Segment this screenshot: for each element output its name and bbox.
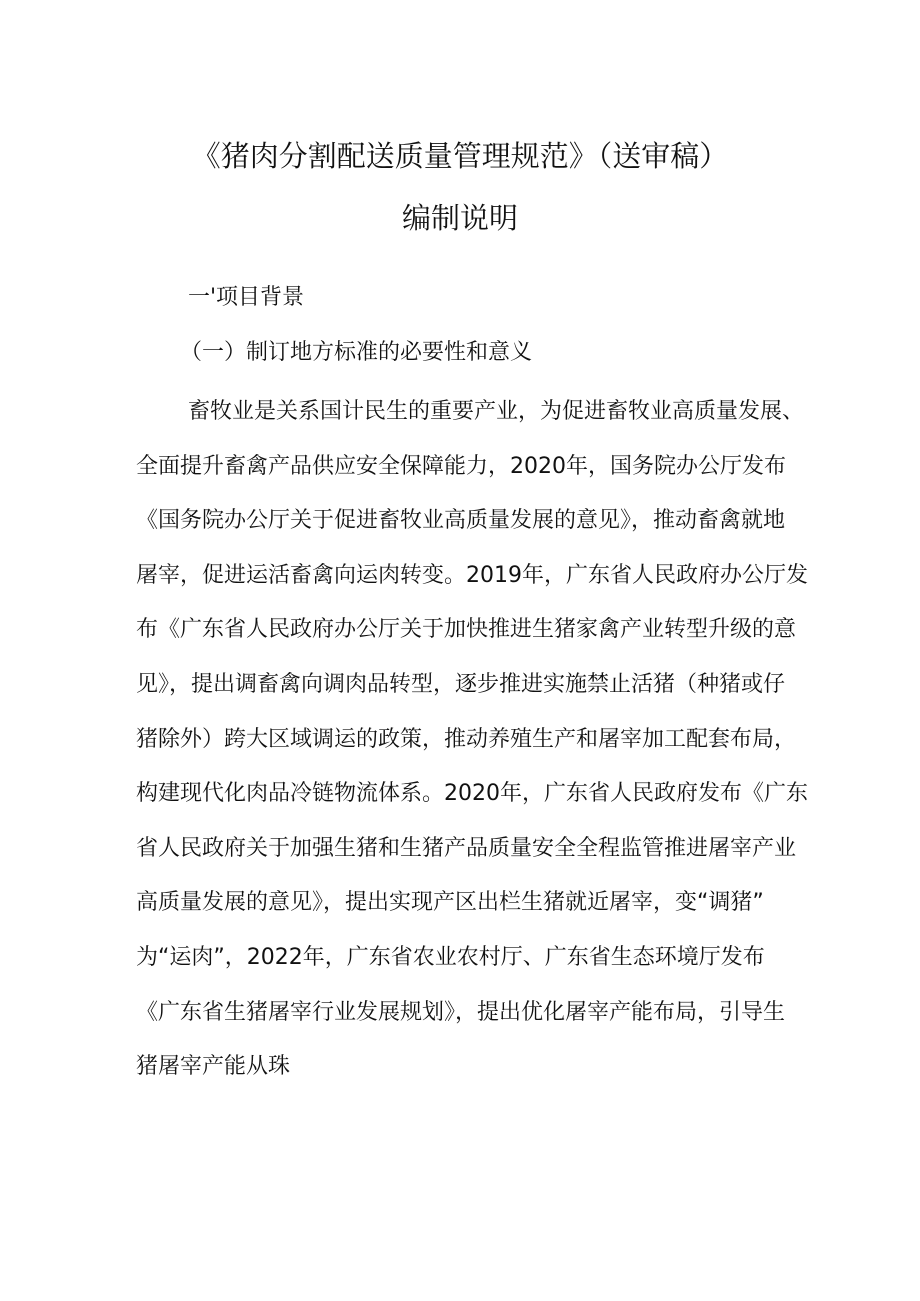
- paragraph-line: 高质量发展的意见》，提出实现产区出栏生猪就近屠宰，变“调猪”: [136, 890, 764, 916]
- section-heading: 一'项目背景: [188, 285, 305, 310]
- document-title: 《猪肉分割配送质量管理规范》（送审稿）: [191, 139, 729, 173]
- paragraph-line: 构建现代化肉品冷链物流体系。2020年，广东省人民政府发布《广东: [136, 781, 808, 807]
- paragraph-line: 猪屠宰产能从珠: [136, 1054, 291, 1080]
- document-subtitle: 编制说明: [401, 201, 518, 235]
- subsection-heading: （一）制订地方标准的必要性和意义: [180, 340, 533, 365]
- paragraph-line: 见》，提出调畜禽向调肉品转型，逐步推进实施禁止活猪（种猪或仔: [136, 671, 786, 697]
- paragraph-line: 《广东省生猪屠宰行业发展规划》，提出优化屠宰产能布局，引导生: [136, 999, 786, 1025]
- paragraph-line: 猪除外）跨大区域调运的政策，推动养殖生产和屠宰加工配套布局，: [136, 726, 797, 752]
- paragraph-line: 布《广东省人民政府办公厅关于加快推进生猪家禽产业转型升级的意: [136, 617, 797, 643]
- paragraph-line: 畜牧业是关系国计民生的重要产业，为促进畜牧业高质量发展、: [188, 399, 805, 424]
- paragraph-line: 屠宰，促进运活畜禽向运肉转变。2019年，广东省人民政府办公厅发: [136, 562, 808, 588]
- paragraph-line: 为“运肉”，2022年，广东省农业农村厅、广东省生态环境厅发布: [136, 944, 765, 970]
- paragraph-line: 《国务院办公厅关于促进畜牧业高质量发展的意见》，推动畜禽就地: [136, 508, 786, 534]
- body-paragraph: [136, 385, 808, 1095]
- paragraph-line: 省人民政府关于加强生猪和生猪产品质量安全全程监管推进屠宰产业: [136, 835, 797, 861]
- paragraph-line: 全面提升畜禽产品供应安全保障能力，2020年，国务院办公厅发布: [136, 453, 786, 479]
